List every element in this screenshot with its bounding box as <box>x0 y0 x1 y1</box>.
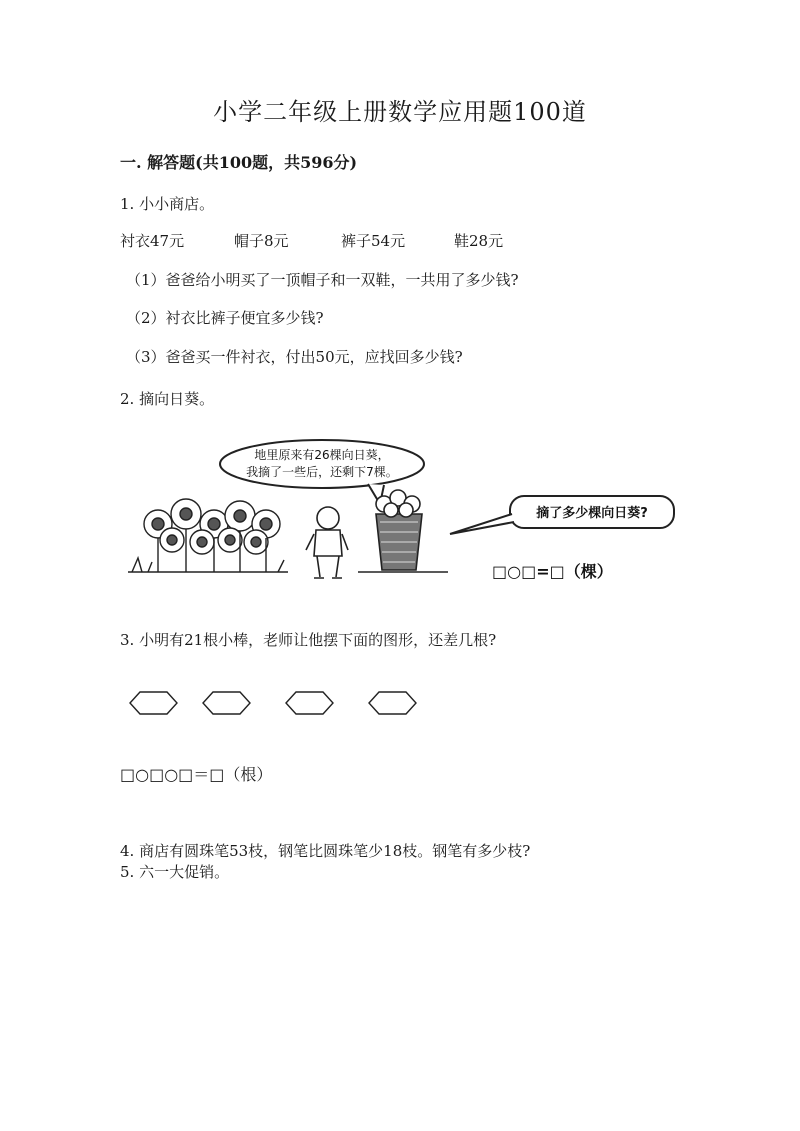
q2-equation: □○□=□（棵） <box>492 562 613 581</box>
question-bubble <box>450 496 674 534</box>
price-shoes: 鞋28元 <box>454 232 504 250</box>
hexagon-shape-1 <box>130 692 177 714</box>
price-pants: 裤子54元 <box>341 232 406 250</box>
hexagon-shape-2 <box>203 692 250 714</box>
question-bubble-text: 摘了多少棵向日葵? <box>536 506 648 521</box>
price-shirt: 衬衣47元 <box>120 232 185 250</box>
price-hat: 帽子8元 <box>234 232 289 250</box>
page-title: 小学二年级上册数学应用题100道 <box>213 98 587 126</box>
hexagon-figures <box>120 683 440 723</box>
q1-part-3: （3）爸爸买一件衬衣，付出50元，应找回多少钱? <box>126 348 463 366</box>
section-heading: 一. 解答题(共100题，共596分) <box>120 153 358 172</box>
hexagon-shape-3 <box>286 692 333 714</box>
q1-part-1: （1）爸爸给小明买了一顶帽子和一双鞋，一共用了多少钱? <box>126 271 519 289</box>
sunflower-illustration <box>118 432 680 592</box>
q1-price-list <box>120 230 503 251</box>
q1-stem: 1. 小小商店。 <box>120 195 215 213</box>
sunflower-field <box>128 499 288 572</box>
q2-stem: 2. 摘向日葵。 <box>120 390 215 408</box>
hexagon-shape-4 <box>369 692 416 714</box>
q1-part-2: （2）衬衣比裤子便宜多少钱? <box>126 309 324 327</box>
boy-figure <box>306 507 348 578</box>
q3-stem: 3. 小明有21根小棒，老师让他摆下面的图形，还差几根? <box>120 631 497 649</box>
q5-stem: 5. 六一大促销。 <box>120 863 230 881</box>
bubble-line-1: 地里原来有26棵向日葵， <box>254 448 390 462</box>
q4-stem: 4. 商店有圆珠笔53枝，钢笔比圆珠笔少18枝。钢笔有多少枝? <box>120 842 531 860</box>
q3-equation: □○□○□＝□（根） <box>120 765 273 784</box>
basket-of-sunflowers <box>358 490 448 572</box>
bubble-line-2: 我摘了一些后，还剩下7棵。 <box>246 465 398 479</box>
